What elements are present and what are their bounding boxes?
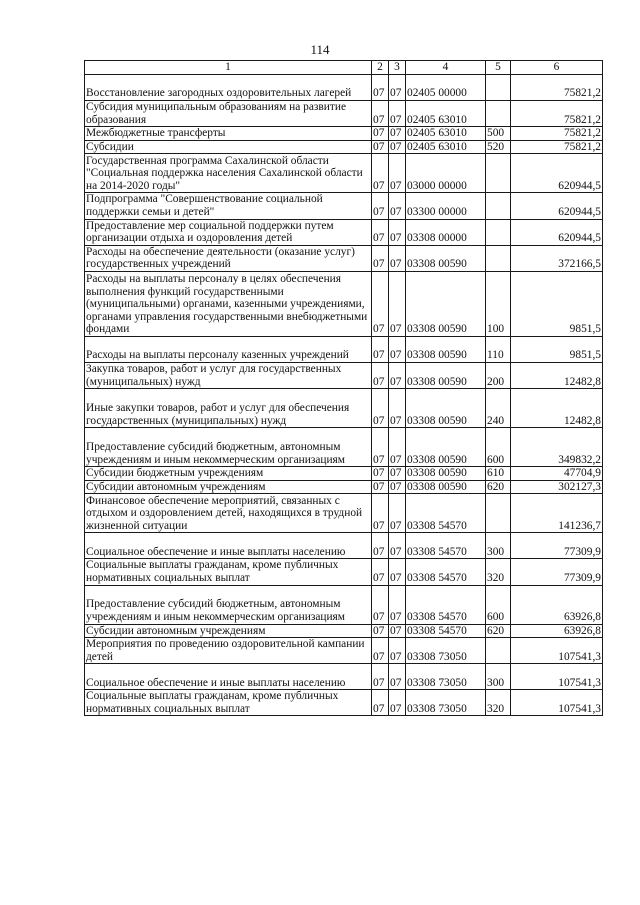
cell-amount: 302127,3 [511,480,603,494]
table-row [85,219,603,245]
cell-section: 07 [372,271,389,336]
cell-expense-type: 300 [486,533,511,559]
table-row [85,271,603,336]
table-row [85,690,603,716]
cell-subsection: 07 [389,245,406,271]
cell-target-code: 03308 54570 [406,494,486,533]
cell-section: 07 [372,362,389,388]
cell-expense-type [486,219,511,245]
cell-name: Предоставление мер социальной поддержки путем организации отдыха и оздоровления детей [85,219,372,245]
cell-expense-type: 300 [486,664,511,690]
cell-section: 07 [372,101,389,127]
cell-target-code: 03308 00590 [406,336,486,362]
cell-subsection: 07 [389,585,406,624]
cell-section: 07 [372,336,389,362]
table-row [85,389,603,428]
cell-section: 07 [372,428,389,467]
table-row [85,480,603,494]
cell-expense-type: 200 [486,362,511,388]
cell-subsection: 07 [389,559,406,585]
table-row [85,336,603,362]
cell-section: 07 [372,664,389,690]
cell-target-code: 02405 63010 [406,140,486,154]
cell-name: Закупка товаров, работ и услуг для государственных (муниципальных) нужд [85,362,372,388]
cell-name: Социальные выплаты гражданам, кроме публичных нормативных социальных выплат [85,559,372,585]
cell-name: Иные закупки товаров, работ и услуг для обеспечения государственных (муниципальных) нужд [85,389,372,428]
cell-amount: 12482,8 [511,389,603,428]
cell-section: 07 [372,154,389,193]
cell-amount: 63926,8 [511,624,603,638]
header-row [85,61,603,75]
cell-section: 07 [372,75,389,101]
cell-section: 07 [372,467,389,481]
cell-section: 07 [372,219,389,245]
cell-amount: 12482,8 [511,362,603,388]
cell-subsection: 07 [389,533,406,559]
cell-amount: 77309,9 [511,559,603,585]
cell-target-code: 03308 73050 [406,664,486,690]
cell-subsection: 07 [389,494,406,533]
cell-expense-type: 620 [486,480,511,494]
cell-subsection: 07 [389,480,406,494]
cell-expense-type: 110 [486,336,511,362]
cell-section: 07 [372,690,389,716]
cell-target-code: 03308 00590 [406,467,486,481]
cell-name: Мероприятия по проведению оздоровительной кампании детей [85,638,372,664]
cell-expense-type: 610 [486,467,511,481]
cell-section: 07 [372,559,389,585]
cell-section: 07 [372,638,389,664]
table-row [85,428,603,467]
cell-amount: 349832,2 [511,428,603,467]
cell-name: Подпрограмма "Совершенствование социальной поддержки семьи и детей" [85,193,372,219]
cell-expense-type [486,494,511,533]
cell-amount: 107541,3 [511,690,603,716]
cell-target-code: 03308 54570 [406,533,486,559]
header-col-section: 2 [372,61,389,75]
cell-name: Расходы на выплаты персоналу казенных учреждений [85,336,372,362]
cell-target-code: 02405 63010 [406,127,486,141]
cell-expense-type [486,638,511,664]
cell-expense-type: 520 [486,140,511,154]
cell-expense-type: 100 [486,271,511,336]
cell-amount: 75821,2 [511,75,603,101]
header-col-amount: 6 [511,61,603,75]
cell-target-code: 03308 00590 [406,245,486,271]
cell-expense-type [486,154,511,193]
cell-subsection: 07 [389,193,406,219]
cell-name: Восстановление загородных оздоровительных лагерей [85,75,372,101]
cell-subsection: 07 [389,154,406,193]
cell-expense-type: 240 [486,389,511,428]
cell-subsection: 07 [389,219,406,245]
table-row [85,154,603,193]
cell-target-code: 03308 00590 [406,362,486,388]
table-row [85,467,603,481]
cell-subsection: 07 [389,271,406,336]
cell-amount: 372166,5 [511,245,603,271]
table-row [85,127,603,141]
cell-target-code: 03308 00590 [406,428,486,467]
cell-target-code: 03308 73050 [406,690,486,716]
cell-amount: 75821,2 [511,140,603,154]
table-row [85,585,603,624]
cell-expense-type: 500 [486,127,511,141]
table-row [85,140,603,154]
table-row [85,101,603,127]
cell-section: 07 [372,585,389,624]
budget-table [84,60,603,716]
cell-subsection: 07 [389,75,406,101]
cell-target-code: 03000 00000 [406,154,486,193]
cell-name: Социальное обеспечение и иные выплаты населению [85,664,372,690]
table-row [85,533,603,559]
table-row [85,362,603,388]
cell-name: Субсидии бюджетным учреждениям [85,467,372,481]
cell-amount: 47704,9 [511,467,603,481]
header-col-expense-type: 5 [486,61,511,75]
cell-subsection: 07 [389,664,406,690]
cell-name: Социальное обеспечение и иные выплаты населению [85,533,372,559]
cell-section: 07 [372,480,389,494]
table-row [85,494,603,533]
cell-subsection: 07 [389,624,406,638]
table-row [85,638,603,664]
cell-expense-type [486,101,511,127]
cell-amount: 620944,5 [511,219,603,245]
cell-section: 07 [372,533,389,559]
cell-name: Финансовое обеспечение мероприятий, связанных с отдыхом и оздоровлением детей, находящихся в трудной жизненной ситуации [85,494,372,533]
table-row [85,559,603,585]
cell-target-code: 03308 73050 [406,638,486,664]
cell-subsection: 07 [389,638,406,664]
cell-amount: 9851,5 [511,336,603,362]
cell-section: 07 [372,127,389,141]
cell-name: Расходы на выплаты персоналу в целях обеспечения выполнения функций государственными (муниципальными) органами, казенными учреждениями, органами управления государственными внебюджетными фондами [85,271,372,336]
cell-name: Субсидии [85,140,372,154]
cell-section: 07 [372,624,389,638]
cell-name: Субсидии автономным учреждениям [85,480,372,494]
table-row [85,75,603,101]
cell-target-code: 03300 00000 [406,193,486,219]
cell-amount: 107541,3 [511,664,603,690]
cell-expense-type [486,193,511,219]
cell-target-code: 03308 54570 [406,585,486,624]
table-header [85,61,603,75]
cell-expense-type: 600 [486,585,511,624]
cell-subsection: 07 [389,127,406,141]
cell-subsection: 07 [389,428,406,467]
cell-target-code: 03308 00000 [406,219,486,245]
table-body [85,75,603,716]
cell-subsection: 07 [389,140,406,154]
cell-amount: 75821,2 [511,127,603,141]
cell-amount: 77309,9 [511,533,603,559]
cell-name: Межбюджетные трансферты [85,127,372,141]
cell-section: 07 [372,140,389,154]
cell-subsection: 07 [389,336,406,362]
cell-amount: 75821,2 [511,101,603,127]
cell-section: 07 [372,494,389,533]
header-col-subsection: 3 [389,61,406,75]
cell-expense-type: 600 [486,428,511,467]
cell-target-code: 03308 54570 [406,624,486,638]
cell-target-code: 03308 00590 [406,271,486,336]
cell-section: 07 [372,193,389,219]
cell-amount: 620944,5 [511,154,603,193]
cell-expense-type: 320 [486,690,511,716]
page-number: 114 [310,42,330,57]
cell-target-code: 03308 00590 [406,480,486,494]
cell-amount: 63926,8 [511,585,603,624]
cell-name: Предоставление субсидий бюджетным, автономным учреждениям и иным некоммерческим организациям [85,585,372,624]
cell-name: Субсидии автономным учреждениям [85,624,372,638]
cell-amount: 9851,5 [511,271,603,336]
cell-subsection: 07 [389,362,406,388]
cell-target-code: 02405 00000 [406,75,486,101]
cell-expense-type [486,75,511,101]
cell-name: Предоставление субсидий бюджетным, автономным учреждениям и иным некоммерческим организациям [85,428,372,467]
table-row [85,245,603,271]
cell-section: 07 [372,389,389,428]
cell-target-code: 03308 00590 [406,389,486,428]
cell-subsection: 07 [389,389,406,428]
cell-amount: 107541,3 [511,638,603,664]
header-col-name: 1 [85,61,372,75]
cell-name: Социальные выплаты гражданам, кроме публичных нормативных социальных выплат [85,690,372,716]
cell-subsection: 07 [389,690,406,716]
cell-expense-type: 320 [486,559,511,585]
cell-name: Субсидия муниципальным образованиям на развитие образования [85,101,372,127]
cell-section: 07 [372,245,389,271]
cell-name: Расходы на обеспечение деятельности (оказание услуг) государственных учреждений [85,245,372,271]
cell-target-code: 03308 54570 [406,559,486,585]
cell-expense-type [486,245,511,271]
cell-amount: 620944,5 [511,193,603,219]
cell-target-code: 02405 63010 [406,101,486,127]
cell-amount: 141236,7 [511,494,603,533]
cell-subsection: 07 [389,467,406,481]
cell-name: Государственная программа Сахалинской области "Социальная поддержка населения Сахалинской области на 2014-2020 годы" [85,154,372,193]
table-row [85,664,603,690]
table-row [85,193,603,219]
cell-subsection: 07 [389,101,406,127]
table-row [85,624,603,638]
cell-expense-type: 620 [486,624,511,638]
header-col-target: 4 [406,61,486,75]
